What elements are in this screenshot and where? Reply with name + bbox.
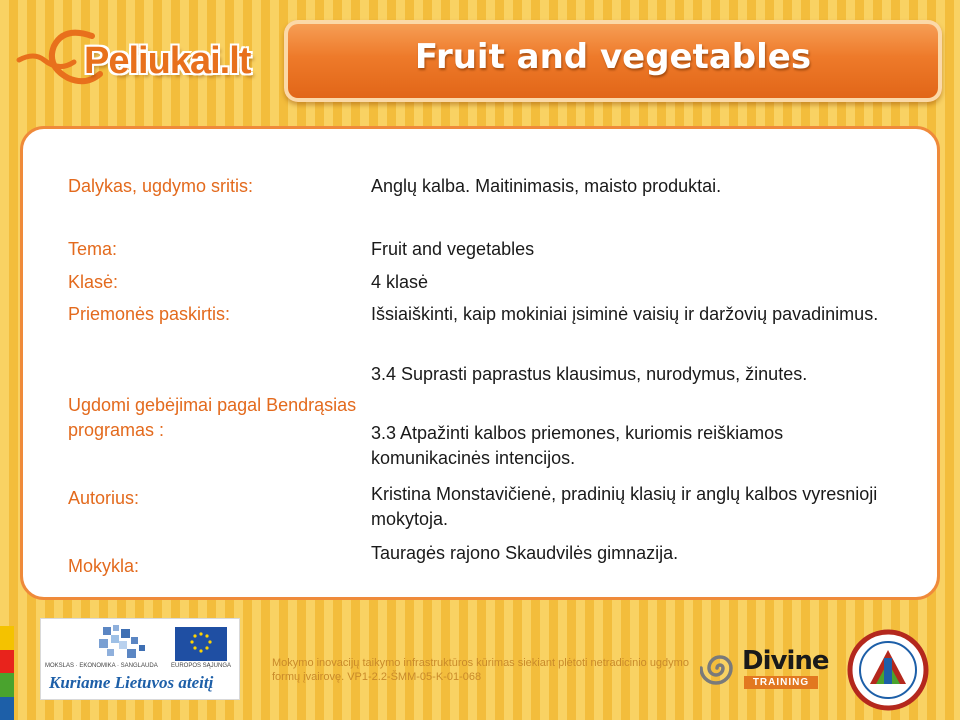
spiral-icon: [700, 648, 740, 688]
page-title: Fruit and vegetables: [414, 37, 812, 77]
skills-value-1: 3.4 Suprasti paprastus klausimus, nurodymus, žinutes.: [371, 364, 808, 384]
purpose-value: Išsiaiškinti, kaip mokiniai įsiminė vaisių ir daržovių pavadinimus.: [371, 304, 879, 324]
partner-logo-top: MOKSLAS · EKONOMIKA · SANGLAUDA: [45, 663, 158, 669]
author-value: Kristina Monstavičienė, pradinių klasių ir anglų kalbos vyresnioji mokytoja.: [371, 484, 878, 529]
topic-value: Fruit and vegetables: [371, 239, 535, 259]
divine-training-logo: [700, 646, 829, 692]
eu-stars-icon: [175, 627, 227, 661]
logo-text: Peliukai.lt: [84, 40, 251, 82]
divine-sub: TRAINING: [744, 676, 818, 689]
school-label: Mokykla:: [68, 556, 140, 576]
school-emblem-icon: [846, 628, 930, 712]
divine-text: Divine: [742, 646, 829, 676]
color-strip: [0, 626, 14, 720]
subject-value: Anglų kalba. Maitinimasis, maisto produktai.: [371, 176, 722, 196]
eu-label: EUROPOS SĄJUNGA: [171, 663, 232, 669]
eu-funding-logo: [40, 618, 240, 700]
topic-label: Tema:: [68, 239, 118, 259]
eu-flag: [175, 627, 227, 661]
info-card: [20, 126, 940, 600]
title-banner: [284, 20, 942, 102]
purpose-label: Priemonės paskirtis:: [68, 304, 231, 324]
slogan: Kuriame Lietuvos ateitį: [49, 673, 214, 692]
peliukai-logo: [14, 22, 264, 92]
mosaic-map-icon: [83, 623, 169, 663]
subject-label: Dalykas, ugdymo sritis:: [68, 176, 254, 196]
grade-label: Klasė:: [68, 272, 119, 292]
school-value: Tauragės rajono Skaudvilės gimnazija.: [371, 543, 679, 563]
project-text: Mokymo inovacijų taikymo infrastruktūros kūrimas siekiant plėtoti netradicinio ugdymo formų įvairovę. VP1-2.2-ŠMM-05-K-01-068: [272, 657, 689, 683]
skills-label: Ugdomi gebėjimai pagal Bendrąsias programas :: [68, 395, 357, 440]
author-label: Autorius:: [68, 488, 140, 508]
grade-value: 4 klasė: [371, 272, 429, 292]
skills-value-2: 3.3 Atpažinti kalbos priemones, kuriomis reiškiamos komunikacinės intencijos.: [371, 423, 784, 468]
